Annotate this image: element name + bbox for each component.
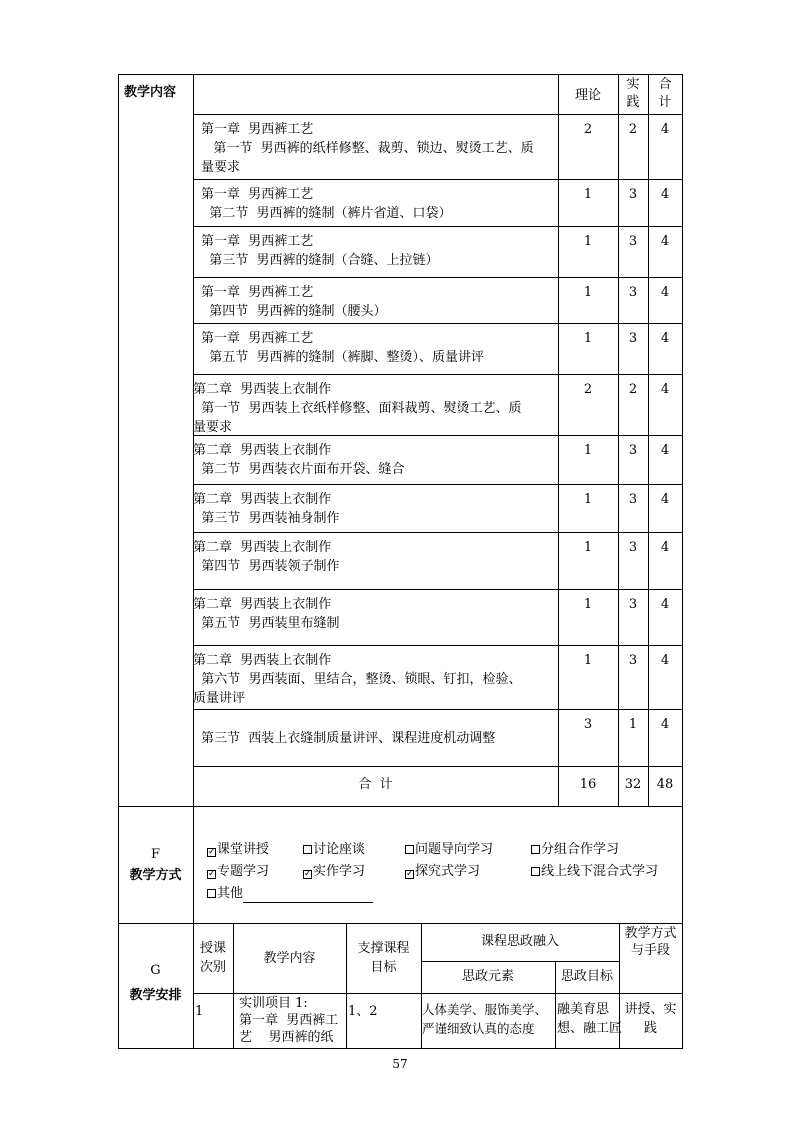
row-theory: 1 xyxy=(583,331,593,346)
row-text-line: 第二章 男西装上衣制作 xyxy=(193,443,332,458)
checkbox-empty-icon[interactable] xyxy=(303,845,312,854)
row-text-line: 量要求 xyxy=(193,420,233,435)
g-row-content: 实训项目 1: 第一章 男西裤工 艺 男西裤的纸 xyxy=(239,996,339,1045)
row-practice: 3 xyxy=(628,492,638,507)
row-total: 4 xyxy=(660,653,670,668)
row-theory: 2 xyxy=(583,382,593,397)
checkbox-checked-icon[interactable]: ✓ xyxy=(406,869,414,879)
row-theory: 1 xyxy=(583,234,593,249)
row-practice: 3 xyxy=(628,285,638,300)
section-f-letter: F xyxy=(150,847,161,862)
row-text-line: 量要求 xyxy=(201,160,241,175)
page-number: 57 xyxy=(392,1057,408,1071)
section-g-label: 教学安排 xyxy=(129,988,182,1003)
row-text-line: 第四节 男西装领子制作 xyxy=(193,559,340,574)
row-theory: 3 xyxy=(583,717,593,732)
row-text-line: 第一章 男西裤工艺 xyxy=(201,331,314,346)
sum-theory: 16 xyxy=(579,777,597,792)
checkbox-empty-icon[interactable] xyxy=(405,845,414,854)
g-row-support: 1、2 xyxy=(348,1004,378,1019)
section-f-label: 教学方式 xyxy=(129,868,182,883)
checkbox-empty-icon[interactable] xyxy=(531,867,540,876)
row-total: 4 xyxy=(660,492,670,507)
row-text-line: 第六节 男西装面、里结合，整烫、锁眼、钉扣，检验、 xyxy=(193,672,522,687)
g-row-goals: 融美育思 想、融工匠 xyxy=(557,1002,623,1036)
other-underline xyxy=(243,889,373,903)
row-practice: 3 xyxy=(628,234,638,249)
teaching-method-option[interactable] xyxy=(303,862,365,881)
teaching-method-label: 专题学习 xyxy=(217,864,270,879)
teaching-method-label: 线上线下混合式学习 xyxy=(541,864,659,879)
teaching-method-option[interactable] xyxy=(531,862,658,881)
g-header-goals: 思政目标 xyxy=(560,969,613,984)
row-practice: 3 xyxy=(628,187,638,202)
g-header-method: 教学方式 与手段 xyxy=(624,926,677,958)
teaching-method-label: 课堂讲授 xyxy=(217,842,270,857)
row-practice: 1 xyxy=(628,717,638,732)
section-content-label: 教学内容 xyxy=(124,85,177,100)
g-header-elements: 思政元素 xyxy=(461,969,514,984)
row-total: 4 xyxy=(660,597,670,612)
row-total: 4 xyxy=(660,187,670,202)
row-practice: 2 xyxy=(628,122,638,137)
row-theory: 1 xyxy=(583,285,593,300)
header-practice: 实 践 xyxy=(626,77,640,110)
teaching-method-option[interactable] xyxy=(207,840,269,859)
teaching-method-label: 实作学习 xyxy=(313,864,366,879)
row-practice: 2 xyxy=(628,382,638,397)
row-practice: 3 xyxy=(628,540,638,555)
row-text-line: 第五节 男西装里布缝制 xyxy=(193,616,340,631)
teaching-method-option[interactable] xyxy=(405,862,480,881)
row-theory: 2 xyxy=(583,122,593,137)
row-text-line: 第二章 男西装上衣制作 xyxy=(193,597,332,612)
row-text-line: 第一章 男西裤工艺 xyxy=(201,122,314,137)
row-total: 4 xyxy=(660,443,670,458)
checkbox-checked-icon[interactable]: ✓ xyxy=(304,869,312,879)
row-text-line: 第三节 西装上衣缝制质量讲评、课程进度机动调整 xyxy=(201,731,496,746)
row-total: 4 xyxy=(660,285,670,300)
row-theory: 1 xyxy=(583,653,593,668)
row-text-line: 第一章 男西裤工艺 xyxy=(201,187,314,202)
row-theory: 1 xyxy=(583,540,593,555)
row-total: 4 xyxy=(660,717,670,732)
row-text-line: 第四节 男西裤的缝制（腰头） xyxy=(201,304,387,319)
g-header-support: 支撑课程 目标 xyxy=(357,941,410,975)
row-text-line: 第一章 男西裤工艺 xyxy=(201,234,314,249)
row-text-line: 第二章 男西装上衣制作 xyxy=(193,653,332,668)
row-total: 4 xyxy=(660,540,670,555)
sum-total: 48 xyxy=(656,777,674,792)
sum-label: 合 计 xyxy=(358,777,393,792)
checkbox-checked-icon[interactable]: ✓ xyxy=(208,869,216,879)
row-total: 4 xyxy=(660,234,670,249)
teaching-method-label: 分组合作学习 xyxy=(541,842,620,857)
g-row-method: 讲授、实 践 xyxy=(624,1002,677,1036)
row-text-line: 第一章 男西裤工艺 xyxy=(201,285,314,300)
row-theory: 1 xyxy=(583,187,593,202)
teaching-method-option[interactable] xyxy=(303,840,365,859)
g-row-session: 1 xyxy=(195,1004,204,1019)
row-theory: 1 xyxy=(583,492,593,507)
teaching-method-option[interactable] xyxy=(405,840,493,859)
row-practice: 3 xyxy=(628,443,638,458)
row-total: 4 xyxy=(660,331,670,346)
section-g-letter: G xyxy=(150,963,161,978)
row-text-line: 质量讲评 xyxy=(193,691,246,706)
row-theory: 1 xyxy=(583,597,593,612)
row-text-line: 第二章 男西装上衣制作 xyxy=(193,492,332,507)
row-text-line: 第三节 男西裤的缝制（合缝、上拉链） xyxy=(201,253,439,268)
teaching-method-label: 讨论座谈 xyxy=(313,842,366,857)
g-header-ideology: 课程思政融入 xyxy=(480,934,559,949)
row-text-line: 第一节 男西装上衣纸样修整、面料裁剪、熨烫工艺、质 xyxy=(193,401,522,416)
row-total: 4 xyxy=(660,382,670,397)
row-practice: 3 xyxy=(628,653,638,668)
checkbox-checked-icon[interactable]: ✓ xyxy=(208,847,216,857)
row-practice: 3 xyxy=(628,597,638,612)
row-theory: 1 xyxy=(583,443,593,458)
row-text-line: 第二章 男西装上衣制作 xyxy=(193,540,332,555)
row-text-line: 第一节 男西裤的纸样修整、裁剪、锁边、熨烫工艺、质 xyxy=(201,141,534,156)
row-practice: 3 xyxy=(628,331,638,346)
row-text-line: 第二节 男西裤的缝制（裤片省道、口袋） xyxy=(201,206,452,221)
g-header-session: 授课 次别 xyxy=(199,941,226,975)
teaching-method-option[interactable] xyxy=(207,884,373,903)
row-text-line: 第二章 男西装上衣制作 xyxy=(193,382,332,397)
header-theory: 理论 xyxy=(574,88,601,103)
row-text-line: 第五节 男西裤的缝制（裤脚、整烫）、质量讲评 xyxy=(201,350,485,365)
teaching-method-option[interactable] xyxy=(531,840,619,859)
checkbox-empty-icon[interactable] xyxy=(531,845,540,854)
teaching-method-label: 探究式学习 xyxy=(415,864,481,879)
teaching-method-option[interactable] xyxy=(207,862,269,881)
header-total: 合 计 xyxy=(658,77,672,110)
sum-practice: 32 xyxy=(624,777,642,792)
g-row-elements: 人体美学、服饰美学、 严谨细致认真的态度 xyxy=(422,1002,548,1036)
checkbox-empty-icon[interactable] xyxy=(207,889,216,898)
row-total: 4 xyxy=(660,122,670,137)
row-text-line: 第三节 男西装袖身制作 xyxy=(193,511,340,526)
teaching-method-label: 其他 xyxy=(217,886,244,901)
row-text-line: 第二节 男西装衣片面布开袋、缝合 xyxy=(193,462,405,477)
teaching-method-label: 问题导向学习 xyxy=(415,842,494,857)
g-header-content: 教学内容 xyxy=(263,951,316,966)
